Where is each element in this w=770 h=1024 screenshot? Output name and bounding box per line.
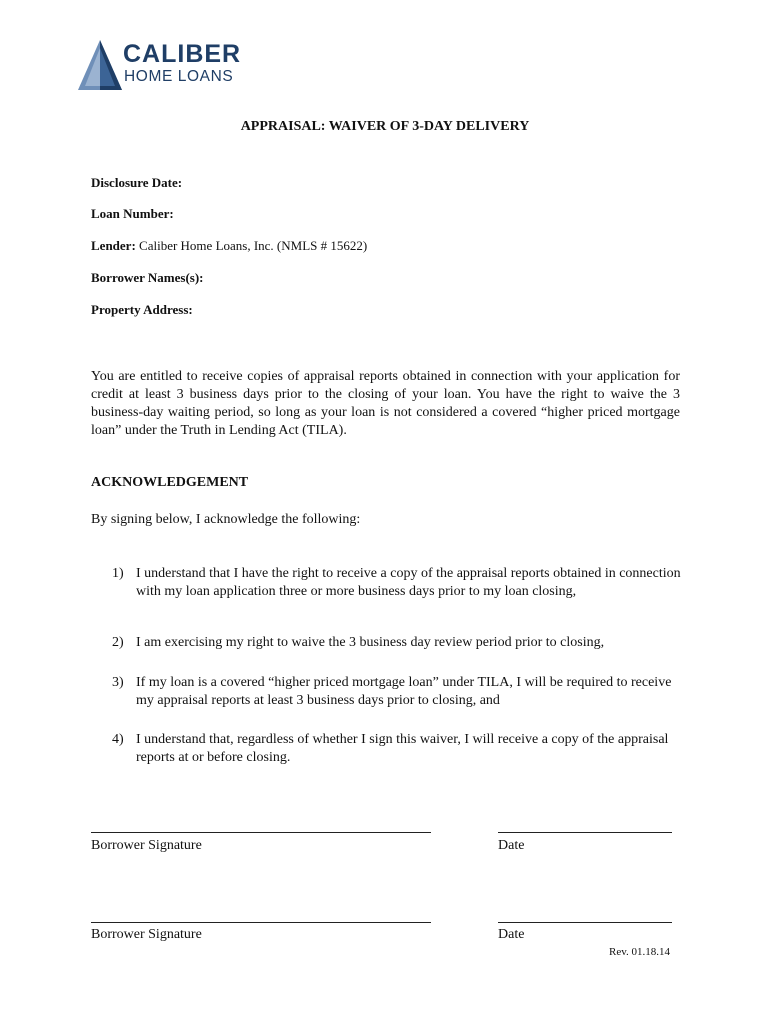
intro-paragraph: You are entitled to receive copies of appraisal reports obtained in connection with your application for credit at least 3 business days prior to the closing of your loan. You have the right to waive the 3 business-day waiting period, so long as your loan is not considered a covered “higher priced mortgage loan” under the Truth in Lending Act (TILA). [91,369,680,438]
property-address-field [91,302,193,318]
item-text: I understand that, regardless of whether I sign this waiver, I will receive a copy of the appraisal reports at or before closing. [136,732,669,765]
acknowledgement-item [112,565,692,600]
revision-label: Rev. 01.18.14 [609,946,671,958]
date-line [498,832,672,833]
caliber-triangle-mark-icon [78,40,122,90]
document-title: APPRAISAL: WAIVER OF 3-DAY DELIVERY [240,119,530,134]
item-text: I am exercising my right to waive the 3 business day review period prior to closing, [136,635,605,650]
acknowledgement-heading: ACKNOWLEDGEMENT [91,475,249,490]
borrower-names-label: Borrower Names(s): [91,270,204,285]
borrower-names-field [91,270,204,286]
borrower-signature-label: Borrower Signature [91,838,202,853]
item-text: I understand that I have the right to receive a copy of the appraisal reports obtained in connection with my loan application three or more business days prior to my loan closing, [136,566,681,599]
property-address-label: Property Address: [91,302,193,317]
acknowledgement-item [112,634,692,652]
caliber-logo [78,40,268,92]
item-text: If my loan is a covered “higher priced mortgage loan” under TILA, I will be required to receive my appraisal reports at least 3 business days prior to closing, and [136,675,672,708]
item-number: 1) [112,566,124,581]
loan-number-field [91,206,174,222]
lender-value: Caliber Home Loans, Inc. (NMLS # 15622) [135,238,368,253]
acknowledgement-item [112,674,692,709]
loan-number-label: Loan Number: [91,206,174,221]
date-line [498,922,672,923]
date-label: Date [498,838,525,853]
date-label: Date [498,927,525,942]
borrower-signature-label: Borrower Signature [91,927,202,942]
item-number: 3) [112,675,124,690]
disclosure-date-field [91,175,182,191]
lender-label: Lender: [91,238,136,253]
acknowledgement-item [112,731,692,766]
disclosure-date-label: Disclosure Date: [91,175,183,190]
borrower-signature-line [91,832,431,833]
borrower-signature-line [91,922,431,923]
acknowledgement-intro: By signing below, I acknowledge the following: [91,512,361,527]
logo-text-caliber: CALIBER [123,40,242,68]
item-number: 2) [112,635,124,650]
item-number: 4) [112,732,124,747]
logo-text-home-loans: HOME LOANS [124,68,234,85]
lender-field [91,238,367,254]
